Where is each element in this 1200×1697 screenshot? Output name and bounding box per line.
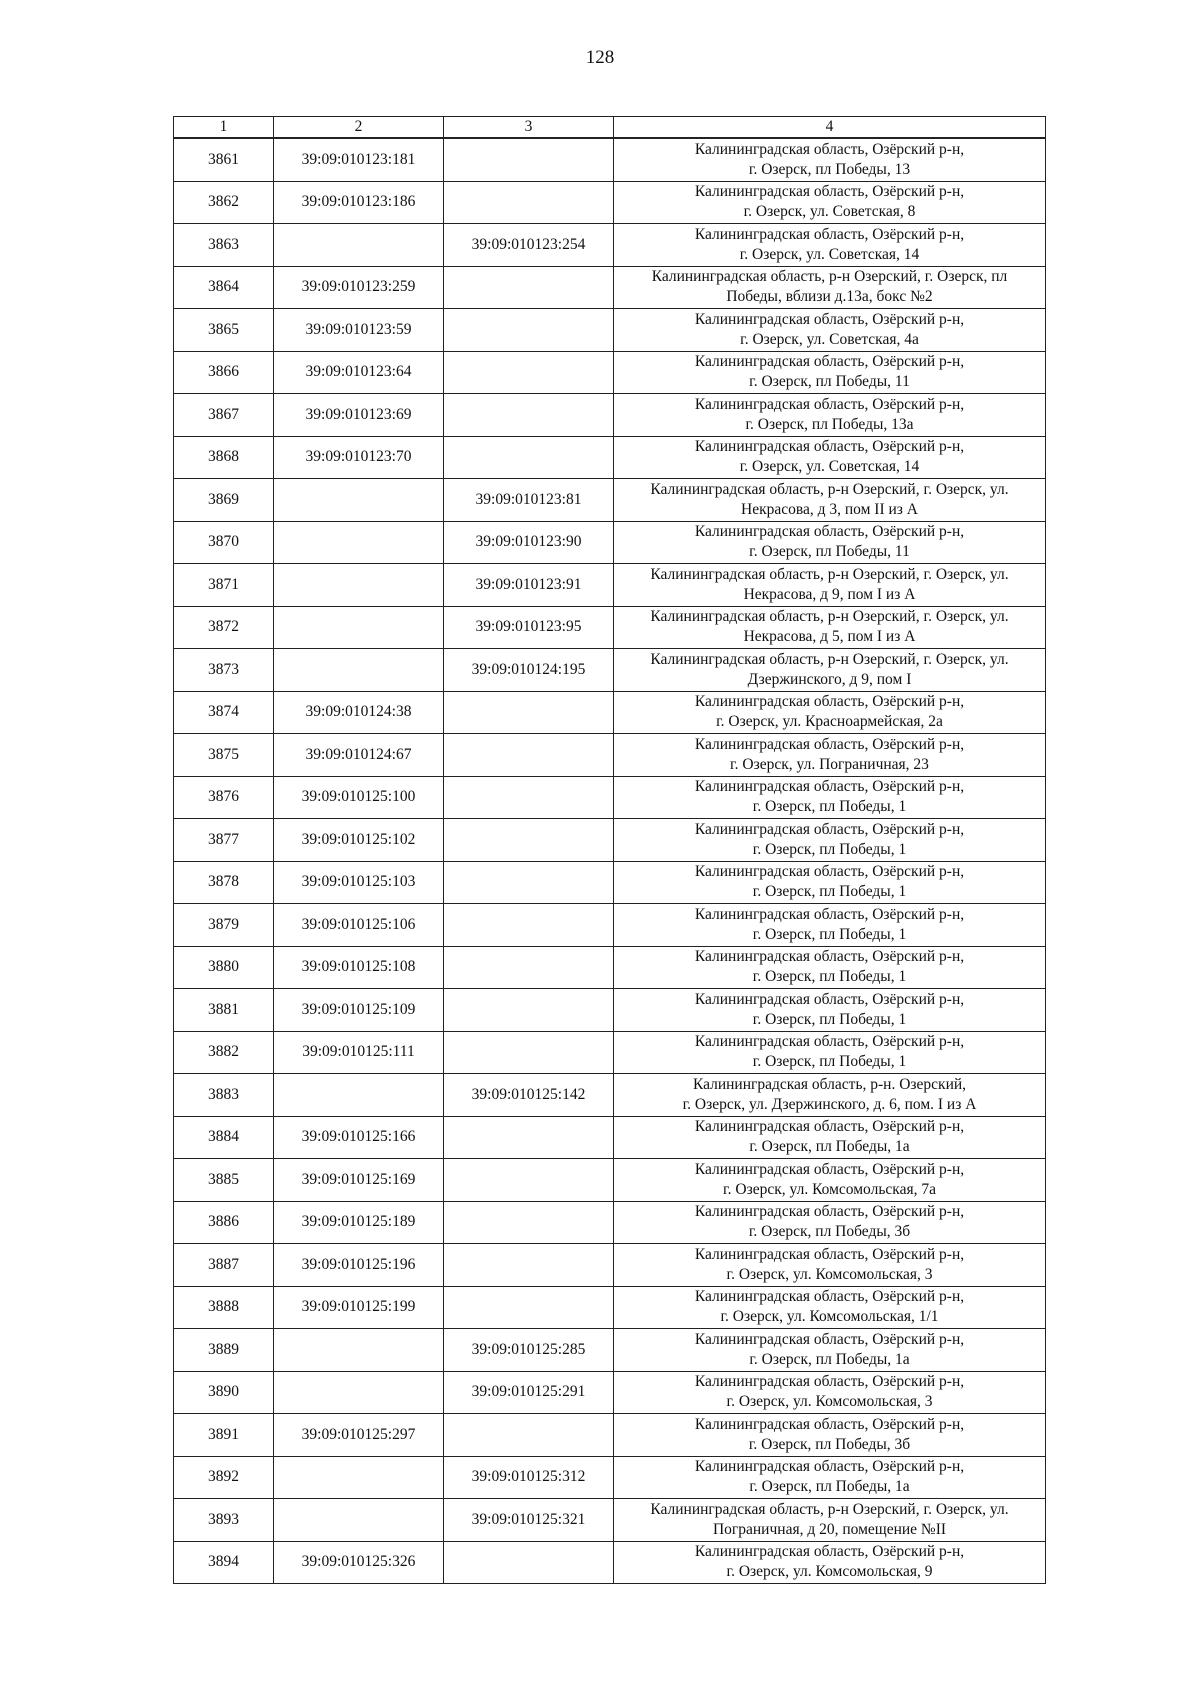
address-line: г. Озерск, пл Победы, 1а bbox=[749, 1478, 910, 1496]
table-row bbox=[174, 1329, 1046, 1372]
address-line: Победы, вблизи д.13а, бокс №2 bbox=[726, 288, 933, 306]
cadastral-number-col3 bbox=[444, 1244, 614, 1287]
address-cell bbox=[614, 691, 1046, 734]
address-line: Калининградская область, Озёрский р-н, bbox=[694, 523, 965, 541]
table-row bbox=[174, 1286, 1046, 1329]
table-row bbox=[174, 436, 1046, 479]
row-number: 3888 bbox=[174, 1286, 274, 1329]
cadastral-number-col3 bbox=[444, 138, 614, 181]
row-number: 3879 bbox=[174, 904, 274, 947]
cadastral-number-col2 bbox=[274, 1499, 444, 1542]
cadastral-number-col3: 39:09:010123:81 bbox=[444, 479, 614, 522]
address-line: Калининградская область, Озёрский р-н, bbox=[694, 1330, 965, 1348]
cadastral-number-col2 bbox=[274, 564, 444, 607]
address-line: г. Озерск, пл Победы, 3б bbox=[748, 1223, 911, 1241]
column-header-2: 2 bbox=[274, 117, 444, 139]
cadastral-number-col3 bbox=[444, 1159, 614, 1202]
address-cell bbox=[614, 138, 1046, 181]
address-line: г. Озерск, ул. Красноармейская, 2а bbox=[716, 713, 943, 731]
address-line: г. Озерск, пл Победы, 1 bbox=[752, 1053, 907, 1071]
address-line: Калининградская область, Озёрский р-н, bbox=[694, 1458, 965, 1476]
address-cell bbox=[614, 1414, 1046, 1457]
address-line: Калининградская область, Озёрский р-н, bbox=[694, 183, 965, 201]
table-row bbox=[174, 138, 1046, 181]
row-number: 3882 bbox=[174, 1031, 274, 1074]
row-number: 3872 bbox=[174, 606, 274, 649]
cadastral-number-col2: 39:09:010125:102 bbox=[274, 819, 444, 862]
address-cell bbox=[614, 1371, 1046, 1414]
cadastral-number-col3 bbox=[444, 181, 614, 224]
address-line: Калининградская область, Озёрский р-н, bbox=[694, 863, 965, 881]
address-cell bbox=[614, 1541, 1046, 1584]
table-row bbox=[174, 266, 1046, 309]
table-row bbox=[174, 564, 1046, 607]
address-line: Калининградская область, Озёрский р-н, bbox=[694, 905, 965, 923]
address-line: Калининградская область, Озёрский р-н, bbox=[694, 1373, 965, 1391]
cadastral-number-col2 bbox=[274, 479, 444, 522]
cadastral-number-col3: 39:09:010124:195 bbox=[444, 649, 614, 692]
address-cell bbox=[614, 351, 1046, 394]
row-number: 3885 bbox=[174, 1159, 274, 1202]
row-number: 3886 bbox=[174, 1201, 274, 1244]
cadastral-number-col2: 39:09:010125:108 bbox=[274, 946, 444, 989]
table-row bbox=[174, 819, 1046, 862]
row-number: 3874 bbox=[174, 691, 274, 734]
address-line: г. Озерск, ул. Советская, 4а bbox=[740, 330, 919, 348]
cadastral-number-col3 bbox=[444, 266, 614, 309]
address-line: Некрасова, д 5, пом I из А bbox=[743, 628, 916, 646]
address-cell bbox=[614, 819, 1046, 862]
cadastral-number-col3 bbox=[444, 819, 614, 862]
column-header-3: 3 bbox=[444, 117, 614, 139]
row-number: 3875 bbox=[174, 734, 274, 777]
cadastral-number-col2: 39:09:010125:189 bbox=[274, 1201, 444, 1244]
table-row bbox=[174, 649, 1046, 692]
address-cell bbox=[614, 1159, 1046, 1202]
cadastral-number-col3 bbox=[444, 776, 614, 819]
table-row bbox=[174, 181, 1046, 224]
cadastral-number-col3 bbox=[444, 1286, 614, 1329]
address-line: Калининградская область, Озёрский р-н, bbox=[694, 1033, 965, 1051]
cadastral-number-col2 bbox=[274, 1456, 444, 1499]
address-line: г. Озерск, пл Победы, 1 bbox=[752, 883, 907, 901]
table-row bbox=[174, 606, 1046, 649]
cadastral-number-col3 bbox=[444, 1031, 614, 1074]
address-line: г. Озерск, ул. Дзержинского, д. 6, пом. I из А bbox=[682, 1095, 977, 1113]
table-row bbox=[174, 734, 1046, 777]
cadastral-number-col3 bbox=[444, 351, 614, 394]
address-cell bbox=[614, 1499, 1046, 1542]
cadastral-number-col2: 39:09:010123:64 bbox=[274, 351, 444, 394]
address-line: г. Озерск, пл Победы, 13 bbox=[748, 160, 911, 178]
cadastral-number-col2: 39:09:010123:70 bbox=[274, 436, 444, 479]
table-row bbox=[174, 904, 1046, 947]
table-row bbox=[174, 309, 1046, 352]
address-line: Калининградская область, Озёрский р-н, bbox=[694, 948, 965, 966]
table-row bbox=[174, 1031, 1046, 1074]
table-row bbox=[174, 989, 1046, 1032]
cadastral-number-col2: 39:09:010123:69 bbox=[274, 394, 444, 437]
address-cell bbox=[614, 1116, 1046, 1159]
address-cell bbox=[614, 734, 1046, 777]
cadastral-number-col2 bbox=[274, 224, 444, 267]
cadastral-number-col2: 39:09:010123:186 bbox=[274, 181, 444, 224]
row-number: 3887 bbox=[174, 1244, 274, 1287]
row-number: 3866 bbox=[174, 351, 274, 394]
address-cell bbox=[614, 266, 1046, 309]
cadastral-number-col2: 39:09:010125:103 bbox=[274, 861, 444, 904]
cadastral-number-col3: 39:09:010125:291 bbox=[444, 1371, 614, 1414]
address-line: Калининградская область, Озёрский р-н, bbox=[694, 225, 965, 243]
address-cell bbox=[614, 904, 1046, 947]
cadastral-number-col2: 39:09:010125:169 bbox=[274, 1159, 444, 1202]
address-cell bbox=[614, 989, 1046, 1032]
cadastral-number-col2: 39:09:010125:297 bbox=[274, 1414, 444, 1457]
row-number: 3861 bbox=[174, 138, 274, 181]
table-row bbox=[174, 1159, 1046, 1202]
address-cell bbox=[614, 224, 1046, 267]
registry-table bbox=[173, 116, 1046, 1584]
address-line: г. Озерск, пл Победы, 1 bbox=[752, 1010, 907, 1028]
row-number: 3892 bbox=[174, 1456, 274, 1499]
address-cell bbox=[614, 521, 1046, 564]
address-cell bbox=[614, 776, 1046, 819]
row-number: 3890 bbox=[174, 1371, 274, 1414]
cadastral-number-col3 bbox=[444, 946, 614, 989]
row-number: 3878 bbox=[174, 861, 274, 904]
row-number: 3891 bbox=[174, 1414, 274, 1457]
address-line: Калининградская область, Озёрский р-н, bbox=[694, 1160, 965, 1178]
cadastral-number-col3 bbox=[444, 1201, 614, 1244]
address-line: Калининградская область, Озёрский р-н, bbox=[694, 1543, 965, 1561]
address-line: Пограничная, д 20, помещение №II bbox=[712, 1520, 947, 1538]
address-line: г. Озерск, ул. Комсомольская, 1/1 bbox=[720, 1308, 939, 1326]
row-number: 3873 bbox=[174, 649, 274, 692]
address-line: Калининградская область, р-н Озерский, г. Озерск, пл bbox=[651, 268, 1008, 286]
cadastral-number-col2: 39:09:010125:111 bbox=[274, 1031, 444, 1074]
row-number: 3870 bbox=[174, 521, 274, 564]
address-line: Калининградская область, Озёрский р-н, bbox=[694, 1415, 965, 1433]
table-row bbox=[174, 1371, 1046, 1414]
address-line: Калининградская область, р-н Озерский, г. Озерск, ул. bbox=[650, 480, 1009, 498]
row-number: 3864 bbox=[174, 266, 274, 309]
address-line: г. Озерск, пл Победы, 11 bbox=[749, 543, 910, 561]
cadastral-number-col2: 39:09:010125:106 bbox=[274, 904, 444, 947]
table-header-row bbox=[174, 117, 1046, 139]
table-row bbox=[174, 351, 1046, 394]
table-row bbox=[174, 1116, 1046, 1159]
cadastral-number-col3 bbox=[444, 691, 614, 734]
cadastral-number-col2: 39:09:010123:259 bbox=[274, 266, 444, 309]
address-line: Калининградская область, Озёрский р-н, bbox=[694, 990, 965, 1008]
address-line: Калининградская область, Озёрский р-н, bbox=[694, 1118, 965, 1136]
address-line: г. Озерск, ул. Комсомольская, 3 bbox=[726, 1265, 933, 1283]
address-cell bbox=[614, 1456, 1046, 1499]
row-number: 3884 bbox=[174, 1116, 274, 1159]
address-line: г. Озерск, ул. Комсомольская, 9 bbox=[726, 1563, 933, 1581]
address-line: Калининградская область, р-н Озерский, г. Озерск, ул. bbox=[650, 1500, 1009, 1518]
address-cell bbox=[614, 946, 1046, 989]
row-number: 3877 bbox=[174, 819, 274, 862]
address-line: г. Озерск, ул. Пограничная, 23 bbox=[730, 755, 929, 773]
cadastral-number-col3: 39:09:010125:142 bbox=[444, 1074, 614, 1117]
address-line: Калининградская область, Озёрский р-н, bbox=[694, 395, 965, 413]
address-line: г. Озерск, пл Победы, 3б bbox=[748, 1435, 911, 1453]
address-line: г. Озерск, пл Победы, 1 bbox=[752, 798, 907, 816]
address-line: Калининградская область, Озёрский р-н, bbox=[694, 820, 965, 838]
address-line: Калининградская область, р-н. Озерский, bbox=[692, 1075, 967, 1093]
cadastral-number-col2 bbox=[274, 606, 444, 649]
address-line: Калининградская область, Озёрский р-н, bbox=[694, 1203, 965, 1221]
address-line: Калининградская область, Озёрский р-н, bbox=[694, 778, 965, 796]
table-row bbox=[174, 1414, 1046, 1457]
cadastral-number-col3 bbox=[444, 1116, 614, 1159]
address-line: Калининградская область, р-н Озерский, г. Озерск, ул. bbox=[650, 650, 1009, 668]
row-number: 3863 bbox=[174, 224, 274, 267]
row-number: 3889 bbox=[174, 1329, 274, 1372]
address-line: г. Озерск, пл Победы, 1 bbox=[752, 840, 907, 858]
address-line: г. Озерск, ул. Комсомольская, 3 bbox=[726, 1393, 933, 1411]
cadastral-number-col2: 39:09:010125:100 bbox=[274, 776, 444, 819]
table-row bbox=[174, 479, 1046, 522]
address-line: Калининградская область, Озёрский р-н, bbox=[694, 693, 965, 711]
table-row bbox=[174, 521, 1046, 564]
cadastral-number-col2: 39:09:010125:166 bbox=[274, 1116, 444, 1159]
address-line: г. Озерск, пл Победы, 1 bbox=[752, 968, 907, 986]
column-header-1: 1 bbox=[174, 117, 274, 139]
address-line: Калининградская область, р-н Озерский, г. Озерск, ул. bbox=[650, 608, 1009, 626]
table-row bbox=[174, 224, 1046, 267]
cadastral-number-col2 bbox=[274, 649, 444, 692]
page-number: 128 bbox=[585, 47, 615, 68]
address-line: Калининградская область, Озёрский р-н, bbox=[694, 735, 965, 753]
row-number: 3871 bbox=[174, 564, 274, 607]
row-number: 3868 bbox=[174, 436, 274, 479]
row-number: 3876 bbox=[174, 776, 274, 819]
cadastral-number-col3 bbox=[444, 394, 614, 437]
address-cell bbox=[614, 394, 1046, 437]
address-line: Некрасова, д 9, пом I из А bbox=[743, 585, 916, 603]
cadastral-number-col3 bbox=[444, 436, 614, 479]
address-line: г. Озерск, пл Победы, 1а bbox=[749, 1138, 910, 1156]
table-body bbox=[174, 138, 1046, 1584]
cadastral-number-col2: 39:09:010123:181 bbox=[274, 138, 444, 181]
cadastral-number-col3 bbox=[444, 1414, 614, 1457]
cadastral-number-col2 bbox=[274, 1329, 444, 1372]
row-number: 3894 bbox=[174, 1541, 274, 1584]
table-row bbox=[174, 394, 1046, 437]
address-cell bbox=[614, 861, 1046, 904]
row-number: 3865 bbox=[174, 309, 274, 352]
address-cell bbox=[614, 1329, 1046, 1372]
cadastral-number-col2: 39:09:010125:196 bbox=[274, 1244, 444, 1287]
row-number: 3893 bbox=[174, 1499, 274, 1542]
cadastral-number-col3: 39:09:010125:321 bbox=[444, 1499, 614, 1542]
address-cell bbox=[614, 436, 1046, 479]
cadastral-number-col3: 39:09:010123:254 bbox=[444, 224, 614, 267]
row-number: 3880 bbox=[174, 946, 274, 989]
row-number: 3869 bbox=[174, 479, 274, 522]
cadastral-number-col3 bbox=[444, 1541, 614, 1584]
address-cell bbox=[614, 1201, 1046, 1244]
cadastral-number-col2: 39:09:010124:67 bbox=[274, 734, 444, 777]
cadastral-number-col2: 39:09:010123:59 bbox=[274, 309, 444, 352]
cadastral-number-col3 bbox=[444, 861, 614, 904]
address-line: Калининградская область, Озёрский р-н, bbox=[694, 140, 965, 158]
address-line: г. Озерск, ул. Советская, 14 bbox=[739, 245, 920, 263]
address-line: Калининградская область, Озёрский р-н, bbox=[694, 310, 965, 328]
address-line: Калининградская область, Озёрский р-н, bbox=[694, 438, 965, 456]
row-number: 3883 bbox=[174, 1074, 274, 1117]
cadastral-number-col2: 39:09:010125:199 bbox=[274, 1286, 444, 1329]
cadastral-number-col2: 39:09:010124:38 bbox=[274, 691, 444, 734]
cadastral-number-col3: 39:09:010123:95 bbox=[444, 606, 614, 649]
address-line: г. Озерск, пл Победы, 11 bbox=[749, 373, 910, 391]
address-cell bbox=[614, 564, 1046, 607]
table-row bbox=[174, 1074, 1046, 1117]
address-line: Некрасова, д 3, пом II из А bbox=[741, 500, 918, 518]
address-line: г. Озерск, пл Победы, 1 bbox=[752, 925, 907, 943]
table-row bbox=[174, 1244, 1046, 1287]
cadastral-number-col3 bbox=[444, 309, 614, 352]
cadastral-number-col2 bbox=[274, 1371, 444, 1414]
row-number: 3862 bbox=[174, 181, 274, 224]
address-cell bbox=[614, 479, 1046, 522]
table-row bbox=[174, 1201, 1046, 1244]
address-line: Калининградская область, Озёрский р-н, bbox=[694, 353, 965, 371]
table-row bbox=[174, 946, 1046, 989]
table-row bbox=[174, 861, 1046, 904]
cadastral-number-col3: 39:09:010123:91 bbox=[444, 564, 614, 607]
table-row bbox=[174, 1541, 1046, 1584]
table-row bbox=[174, 1456, 1046, 1499]
address-line: Калининградская область, Озёрский р-н, bbox=[694, 1245, 965, 1263]
table-row bbox=[174, 776, 1046, 819]
cadastral-number-col3: 39:09:010125:312 bbox=[444, 1456, 614, 1499]
address-line: г. Озерск, ул. Советская, 14 bbox=[739, 458, 920, 476]
address-cell bbox=[614, 606, 1046, 649]
address-line: г. Озерск, ул. Советская, 8 bbox=[743, 203, 916, 221]
cadastral-number-col2: 39:09:010125:326 bbox=[274, 1541, 444, 1584]
cadastral-number-col2: 39:09:010125:109 bbox=[274, 989, 444, 1032]
address-line: Дзержинского, д 9, пом I bbox=[747, 670, 912, 688]
row-number: 3867 bbox=[174, 394, 274, 437]
cadastral-number-col3: 39:09:010123:90 bbox=[444, 521, 614, 564]
address-line: Калининградская область, р-н Озерский, г. Озерск, ул. bbox=[650, 565, 1009, 583]
address-cell bbox=[614, 649, 1046, 692]
address-cell bbox=[614, 1286, 1046, 1329]
column-header-4: 4 bbox=[614, 117, 1046, 139]
address-line: Калининградская область, Озёрский р-н, bbox=[694, 1288, 965, 1306]
cadastral-number-col3: 39:09:010125:285 bbox=[444, 1329, 614, 1372]
cadastral-number-col3 bbox=[444, 734, 614, 777]
address-line: г. Озерск, пл Победы, 13а bbox=[745, 415, 914, 433]
table-row bbox=[174, 1499, 1046, 1542]
address-cell bbox=[614, 1031, 1046, 1074]
cadastral-number-col2 bbox=[274, 521, 444, 564]
cadastral-number-col2 bbox=[274, 1074, 444, 1117]
address-cell bbox=[614, 1244, 1046, 1287]
address-cell bbox=[614, 1074, 1046, 1117]
address-cell bbox=[614, 309, 1046, 352]
cadastral-number-col3 bbox=[444, 904, 614, 947]
address-line: г. Озерск, ул. Комсомольская, 7а bbox=[723, 1180, 936, 1198]
address-line: г. Озерск, пл Победы, 1а bbox=[749, 1350, 910, 1368]
cadastral-number-col3 bbox=[444, 989, 614, 1032]
table-row bbox=[174, 691, 1046, 734]
address-cell bbox=[614, 181, 1046, 224]
row-number: 3881 bbox=[174, 989, 274, 1032]
